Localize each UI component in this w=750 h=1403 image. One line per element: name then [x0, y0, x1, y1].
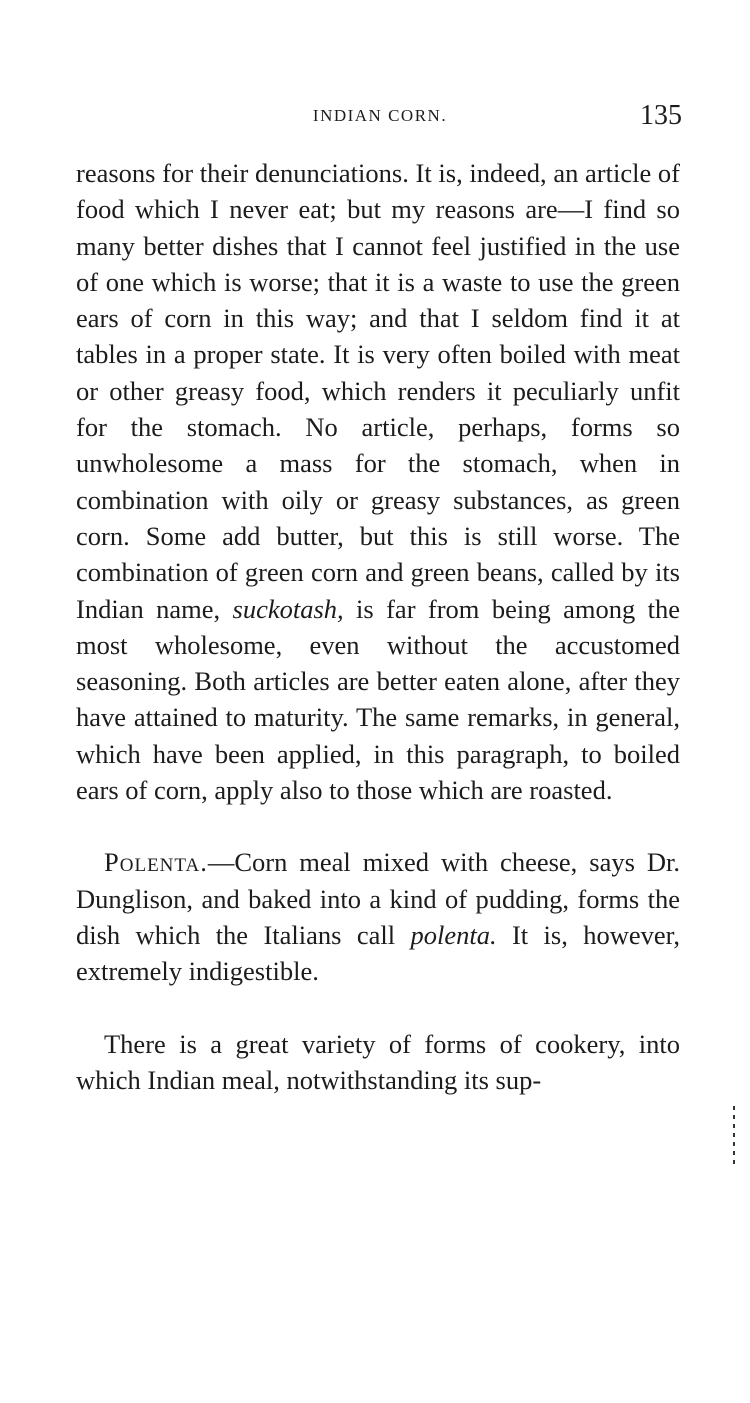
running-title: INDIAN CORN.: [312, 106, 448, 125]
paragraph-text: is far from being among the most wholesome, even without the accustomed seasoning. Both articles are better eaten alone, after they have attained to maturity. The same remarks, in general, which have been applied, in this paragraph, to boiled ears of corn, apply also to those which are roasted.: [76, 593, 680, 806]
page-number: 135: [640, 100, 682, 131]
body-text: [76, 155, 680, 1098]
paragraph-polenta: [76, 844, 680, 989]
paragraph-text: reasons for their denunciations. It is, indeed, an article of food which I never eat; but my reasons are—I find so many better dishes that I cannot feel justified in the use of one which is worse; that it is a waste to use the green ears of corn in this way; and that I seldom find it at tables in a proper state. It is very often boiled with meat or other greasy food, which renders it peculiarly unfit for the stomach. No article, perhaps, forms so unwholesome a mass for the stomach, when in combination with oily or greasy substances, as green corn. Some add butter, but this is still worse. The combination of green corn and green beans, called by its Indian name,: [76, 158, 680, 624]
italic-term-polenta: polenta.: [410, 919, 497, 950]
section-heading-polenta: Polenta.: [104, 847, 208, 878]
paragraph-text: There is a great variety of forms of cookery, into which Indian meal, notwithstanding its sup-: [76, 1028, 680, 1095]
paragraph-text: It is, however, extremely indigestible.: [76, 919, 680, 987]
paragraph-green-corn: [76, 155, 680, 808]
italic-term-suckotash: suckotash,: [232, 593, 344, 624]
gutter-mark: [733, 1106, 735, 1166]
running-head: [78, 100, 682, 134]
paragraph-text: —Corn meal mixed with cheese, says Dr. Dunglison, and baked into a kind of pudding, forms the dish which the Italians call: [76, 847, 680, 950]
paragraph-indian-meal: [76, 1026, 680, 1099]
